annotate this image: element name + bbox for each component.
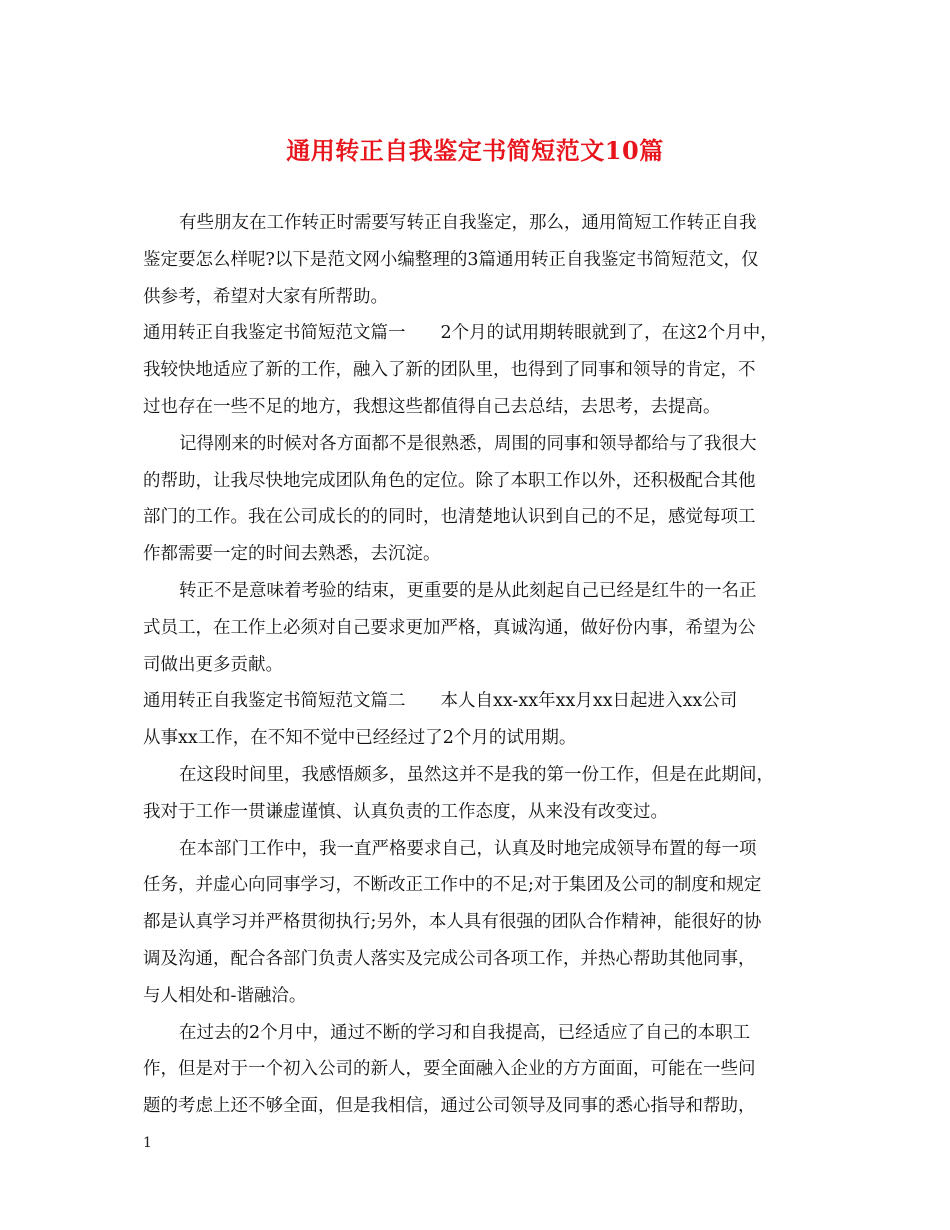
text-line: 在本部门工作中，我一直严格要求自己，认真及时地完成领导布置的每一项 [179,838,757,859]
text-line: 过也存在一些不足的地方，我想这些都值得自己去总结，去思考，去提高。 [143,396,721,417]
text-line: 作，但是对于一个初入公司的新人，要全面融入企业的方方面面，可能在一些问 [143,1059,756,1080]
text-line: 通用转正自我鉴定书简短范文篇一 2个月的试用期转眼就到了，在这2个月中， [143,323,778,344]
text-line: 在过去的2个月中，通过不断的学习和自我提高，已经适应了自己的本职工 [179,1022,751,1043]
text-line: 转正不是意味着考验的结束，更重要的是从此刻起自己已经是红牛的一名正 [179,580,757,601]
text-line: 任务，并虚心向同事学习，不断改正工作中的不足;对于集团及公司的制度和规定 [143,875,762,896]
text-line: 我对于工作一贯谦虚谨慎、认真负责的工作态度，从来没有改变过。 [143,801,668,822]
text-line: 题的考虑上还不够全面，但是我相信，通过公司领导及同事的悉心指导和帮助， [143,1096,756,1117]
text-line: 都是认真学习并严格贯彻执行;另外，本人具有很强的团队合作精神，能很好的协 [143,912,762,933]
text-line: 通用转正自我鉴定书简短范文篇二 本人自xx-xx年xx月xx日起进入xx公司 [143,691,738,712]
text-line: 供参考，希望对大家有所帮助。 [143,286,388,307]
text-line: 有些朋友在工作转正时需要写转正自我鉴定，那么，通用简短工作转正自我 [179,213,757,233]
text-line: 司做出更多贡献。 [143,654,283,675]
page-number: 1 [143,1135,152,1151]
document-body [143,205,811,1125]
text-line: 与人相处和-谐融洽。 [143,985,307,1006]
text-line: 的帮助，让我尽快地完成团队角色的定位。除了本职工作以外，还积极配合其他 [143,470,756,491]
text-line: 鉴定要怎么样呢?以下是范文网小编整理的3篇通用转正自我鉴定书简短范文，仅 [143,249,759,270]
text-line: 在这段时间里，我感悟颇多，虽然这并不是我的第一份工作，但是在此期间， [179,764,774,785]
text-line: 我较快地适应了新的工作，融入了新的团队里，也得到了同事和领导的肯定，不 [143,360,756,381]
document-title: 通用转正自我鉴定书简短范文10篇 [286,136,664,165]
text-line: 部门的工作。我在公司成长的的同时，也清楚地认识到自己的不足，感觉每项工 [143,507,756,528]
text-line: 作都需要一定的时间去熟悉，去沉淀。 [143,544,441,565]
text-line: 记得刚来的时候对各方面都不是很熟悉，周围的同事和领导都给与了我很大 [179,433,757,454]
text-line: 式员工，在工作上必须对自己要求更加严格，真诚沟通，做好份内事，希望为公 [143,617,756,638]
text-line: 调及沟通，配合各部门负责人落实及完成公司各项工作，并热心帮助其他同事， [143,948,756,969]
text-line: 从事xx工作，在不知不觉中已经经过了2个月的试用期。 [143,728,577,749]
